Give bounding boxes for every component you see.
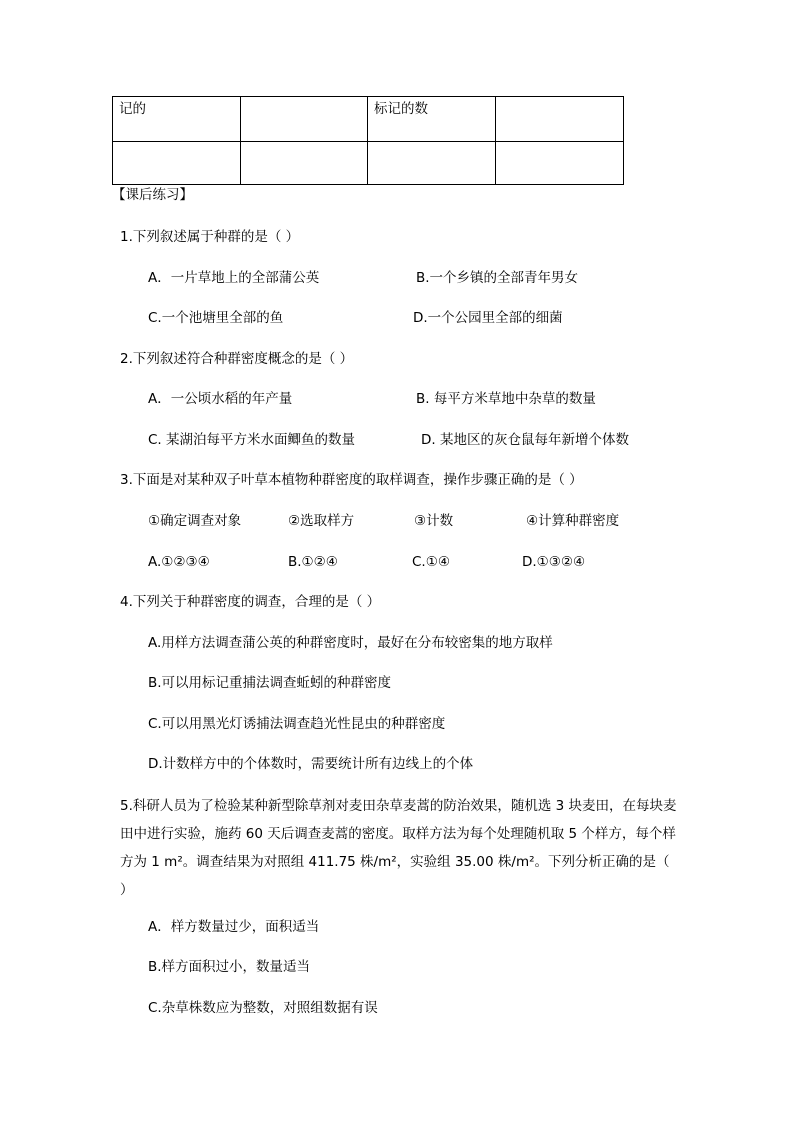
table-cell xyxy=(496,142,624,185)
question-1-option-d: D.一个公园里全部的细菌 xyxy=(413,310,563,326)
question-1-option-c: C.一个池塘里全部的鱼 xyxy=(148,310,284,326)
question-5-option-c: C.杂草株数应为整数，对照组数据有误 xyxy=(148,1000,378,1016)
question-3-option-c: C.①④ xyxy=(412,554,450,570)
table-cell xyxy=(241,97,368,142)
question-3-step-4: ④计算种群密度 xyxy=(526,513,620,529)
question-3-stem: 3.下面是对某种双子叶草本植物种群密度的取样调查，操作步骤正确的是（ ） xyxy=(120,472,583,488)
table-cell: 记的 xyxy=(113,97,241,142)
fragment-table xyxy=(112,96,624,185)
question-1-option-b: B.一个乡镇的全部青年男女 xyxy=(416,270,579,286)
question-3-step-3: ③计数 xyxy=(414,513,454,529)
question-3-option-d: D.①③②④ xyxy=(522,554,586,570)
table-row xyxy=(113,142,624,185)
table-cell xyxy=(496,97,624,142)
table-cell: 标记的数 xyxy=(368,97,496,142)
section-title: 【课后练习】 xyxy=(112,187,193,203)
question-4-option-c: C.可以用黑光灯诱捕法调查趋光性昆虫的种群密度 xyxy=(148,716,446,732)
table-cell xyxy=(368,142,496,185)
question-3-step-2: ②选取样方 xyxy=(288,513,355,529)
question-2-option-a: A．一公顷水稻的年产量 xyxy=(148,391,293,407)
question-4-option-d: D.计数样方中的个体数时，需要统计所有边线上的个体 xyxy=(148,756,474,772)
question-4-option-a: A.用样方法调查蒲公英的种群密度时，最好在分布较密集的地方取样 xyxy=(148,635,553,651)
question-3-step-1: ①确定调查对象 xyxy=(148,513,242,529)
question-5-option-a: A．样方数量过少，面积适当 xyxy=(148,919,320,935)
question-2-option-c: C. 某湖泊每平方米水面鲫鱼的数量 xyxy=(148,432,356,448)
question-3-option-a: A.①②③④ xyxy=(148,554,210,570)
question-1-stem: 1.下列叙述属于种群的是（ ） xyxy=(120,229,300,245)
question-2-option-d: D. 某地区的灰仓鼠每年新增个体数 xyxy=(421,432,629,448)
table-row xyxy=(113,97,624,142)
question-4-option-b: B.可以用标记重捕法调查蚯蚓的种群密度 xyxy=(148,675,392,691)
question-2-stem: 2.下列叙述符合种群密度概念的是（ ） xyxy=(120,351,354,367)
question-3-option-b: B.①②④ xyxy=(288,554,338,570)
question-5-stem: 5.科研人员为了检验某种新型除草剂对麦田杂草麦蒿的防治效果，随机选 3 块麦田，在每块麦田中进行实验，施药 60 天后调查麦蒿的密度。取样方法为每个处理随机取 5 个样方，每个样方为 1 m²。调查结果为对照组 411.75 株/m²，实验组 35.00 株/m²。下列分析正确的是（ ） xyxy=(120,798,677,898)
question-4-stem: 4.下列关于种群密度的调查，合理的是（ ） xyxy=(120,594,381,610)
table-cell xyxy=(241,142,368,185)
table-cell xyxy=(113,142,241,185)
question-2-option-b: B. 每平方米草地中杂草的数量 xyxy=(416,391,596,407)
question-5-option-b: B.样方面积过小，数量适当 xyxy=(148,959,311,975)
question-1-option-a: A．一片草地上的全部蒲公英 xyxy=(148,270,320,286)
